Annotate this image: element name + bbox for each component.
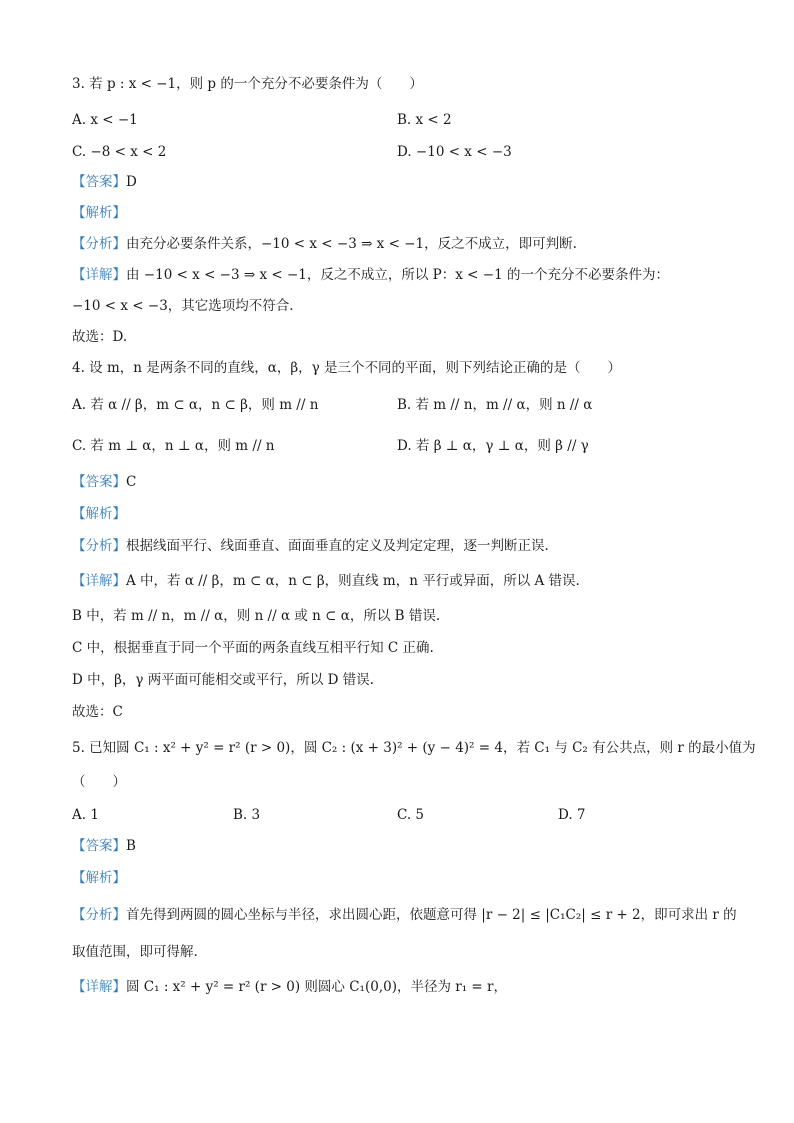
q3-stem-text: 3. 若 p : x < −1，则 p 的一个充分不必要条件为（ ） bbox=[72, 76, 423, 92]
q3-option-b: B. x < 2 bbox=[397, 112, 452, 128]
q5-stem-line-2: （ ） bbox=[72, 774, 126, 790]
xiangjie-tag: 【详解】 bbox=[72, 573, 126, 589]
q3-option-c: C. −8 < x < 2 bbox=[72, 144, 167, 160]
q4-option-c: C. 若 m ⊥ α，n ⊥ α，则 m // n bbox=[72, 438, 275, 454]
fenxi-tag: 【分析】 bbox=[72, 236, 126, 252]
q4-answer bbox=[72, 472, 136, 492]
q4-option-a: A. 若 α // β，m ⊂ α，n ⊂ β，则 m // n bbox=[72, 397, 319, 413]
q3-stem bbox=[72, 74, 423, 94]
analysis-tag: 【解析】 bbox=[72, 506, 126, 522]
q4-xiangjie bbox=[72, 571, 580, 591]
answer-tag: 【答案】 bbox=[72, 174, 126, 190]
q5-fenxi-line-2: 取值范围，即可得解. bbox=[72, 944, 198, 960]
q3-xiangjie-line-2: −10 < x < −3，其它选项均不符合. bbox=[72, 298, 294, 314]
q5-analysis-heading bbox=[72, 868, 126, 888]
xiangjie-tag: 【详解】 bbox=[72, 979, 126, 995]
q4-option-b: B. 若 m // n，m // α，则 n // α bbox=[397, 397, 593, 413]
fenxi-tag: 【分析】 bbox=[72, 538, 126, 554]
q5-fenxi bbox=[72, 905, 737, 925]
analysis-tag: 【解析】 bbox=[72, 870, 126, 886]
q3-analysis-heading bbox=[72, 203, 126, 223]
q4-analysis-heading bbox=[72, 504, 126, 524]
q3-answer-value: D bbox=[126, 174, 137, 190]
fenxi-tag: 【分析】 bbox=[72, 907, 126, 923]
q3-fenxi-text: 由充分必要条件关系，−10 < x < −3 ⇒ x < −1，反之不成立，即可判断. bbox=[126, 236, 577, 252]
q5-option-d: D. 7 bbox=[558, 807, 586, 823]
q5-answer-value: B bbox=[126, 838, 136, 854]
q4-fenxi-text: 根据线面平行、线面垂直、面面垂直的定义及判定定理，逐一判断正误. bbox=[126, 538, 549, 554]
q5-xiangjie bbox=[72, 977, 507, 997]
q4-xiangjie-line-4: D 中，β，γ 两平面可能相交或平行，所以 D 错误. bbox=[72, 672, 374, 688]
q3-xiangjie-text-1: 由 −10 < x < −3 ⇒ x < −1，反之不成立，所以 P：x < −1 的一个充分不必要条件为： bbox=[126, 267, 669, 283]
q3-xiangjie bbox=[72, 265, 669, 285]
answer-tag: 【答案】 bbox=[72, 474, 126, 490]
q5-xiangjie-text-1: 圆 C₁ : x² + y² = r² (r > 0) 则圆心 C₁(0,0)，半径为 r₁ = r， bbox=[126, 979, 507, 995]
q4-guxuan: 故选：C bbox=[72, 704, 123, 720]
answer-tag: 【答案】 bbox=[72, 838, 126, 854]
q5-stem: 5. 已知圆 C₁ : x² + y² = r² (r > 0)，圆 C₂ : (x + 3)² + (y − 4)² = 4，若 C₁ 与 C₂ 有公共点，则 r 的最小值为 bbox=[72, 740, 756, 756]
q3-option-d: D. −10 < x < −3 bbox=[397, 144, 512, 160]
q4-xiangjie-text-1: A 中，若 α // β，m ⊂ α，n ⊂ β，则直线 m，n 平行或异面，所以 A 错误. bbox=[126, 573, 580, 589]
q4-answer-value: C bbox=[126, 474, 137, 490]
xiangjie-tag: 【详解】 bbox=[72, 267, 126, 283]
q3-answer bbox=[72, 172, 137, 192]
q4-xiangjie-line-3: C 中，根据垂直于同一个平面的两条直线互相平行知 C 正确. bbox=[72, 640, 434, 656]
q3-guxuan: 故选：D. bbox=[72, 329, 128, 345]
q3-option-a: A. x < −1 bbox=[72, 112, 138, 128]
q3-fenxi bbox=[72, 234, 577, 254]
q5-answer bbox=[72, 836, 136, 856]
q5-option-c: C. 5 bbox=[397, 807, 425, 823]
q4-fenxi bbox=[72, 536, 549, 556]
analysis-tag: 【解析】 bbox=[72, 205, 126, 221]
q4-option-d: D. 若 β ⊥ α，γ ⊥ α，则 β // γ bbox=[397, 438, 589, 454]
q5-option-a: A. 1 bbox=[72, 807, 99, 823]
q4-stem: 4. 设 m，n 是两条不同的直线，α，β，γ 是三个不同的平面，则下列结论正确的是（ ） bbox=[72, 360, 622, 376]
q5-fenxi-text-1: 首先得到两圆的圆心坐标与半径，求出圆心距，依题意可得 |r − 2| ≤ |C₁C₂| ≤ r + 2，即可求出 r 的 bbox=[126, 907, 737, 923]
q4-xiangjie-line-2: B 中，若 m // n，m // α，则 n // α 或 n ⊂ α，所以 B 错误. bbox=[72, 608, 441, 624]
q5-option-b: B. 3 bbox=[233, 807, 261, 823]
